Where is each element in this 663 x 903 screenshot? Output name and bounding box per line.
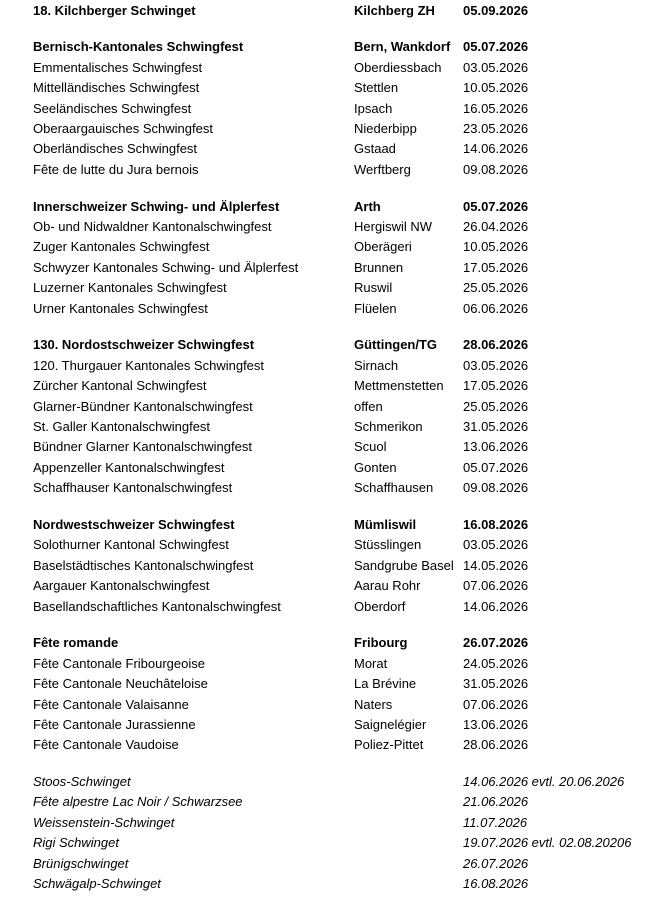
event-name: 18. Kilchberger Schwinget: [33, 3, 196, 18]
event-row: [0, 140, 663, 158]
event-place: Gstaad: [354, 141, 396, 156]
event-place: Saignelégier: [354, 717, 427, 732]
event-name: Zuger Kantonales Schwingfest: [33, 239, 210, 254]
event-date: 13.06.2026: [463, 717, 529, 732]
event-name: Emmentalisches Schwingfest: [33, 60, 203, 75]
event-date: 07.06.2026: [463, 697, 529, 712]
event-date: 10.05.2026: [463, 80, 529, 95]
event-date: 16.08.2026: [463, 876, 529, 891]
event-place: Brunnen: [354, 260, 404, 275]
event-date: 14.06.2026: [463, 141, 529, 156]
event-name: Ob- und Nidwaldner Kantonalschwingfest: [33, 219, 272, 234]
event-row: [0, 675, 663, 693]
event-row: [0, 418, 663, 436]
event-date: 03.05.2026: [463, 537, 529, 552]
event-row: [0, 120, 663, 138]
event-name: 120. Thurgauer Kantonales Schwingfest: [33, 358, 265, 373]
event-place: Ipsach: [354, 101, 393, 116]
event-date: 31.05.2026: [463, 676, 529, 691]
event-name: Baselstädtisches Kantonalschwingfest: [33, 558, 254, 573]
main-event-row: [0, 336, 663, 354]
event-row: [0, 536, 663, 554]
event-name: Nordwestschweizer Schwingfest: [33, 517, 235, 532]
event-date: 26.07.2026: [463, 856, 529, 871]
event-place: Mümliswil: [354, 517, 417, 532]
event-name: Schwyzer Kantonales Schwing- und Älplerfest: [33, 260, 299, 275]
event-row: [0, 161, 663, 179]
event-name: Bernisch-Kantonales Schwingfest: [33, 39, 244, 54]
event-date: 26.07.2026: [463, 635, 529, 650]
event-name: St. Galler Kantonalschwingfest: [33, 419, 211, 434]
event-name: Urner Kantonales Schwingfest: [33, 301, 208, 316]
event-name: 130. Nordostschweizer Schwingfest: [33, 337, 255, 352]
event-place: La Brévine: [354, 676, 417, 691]
event-place: Stüsslingen: [354, 537, 422, 552]
event-date: 23.05.2026: [463, 121, 529, 136]
main-event-row: [0, 516, 663, 534]
event-date: 26.04.2026: [463, 219, 529, 234]
event-name: Seeländisches Schwingfest: [33, 101, 192, 116]
event-date: 25.05.2026: [463, 399, 529, 414]
event-date: 10.05.2026: [463, 239, 529, 254]
event-row: [0, 377, 663, 395]
event-row: [0, 438, 663, 456]
event-date: 07.06.2026: [463, 578, 529, 593]
event-date: 25.05.2026: [463, 280, 529, 295]
event-name: Zürcher Kantonal Schwingfest: [33, 378, 207, 393]
event-name: Mittelländisches Schwingfest: [33, 80, 200, 95]
event-name: Aargauer Kantonalschwingfest: [33, 578, 210, 593]
event-place: Oberägeri: [354, 239, 412, 254]
event-date: 05.09.2026: [463, 3, 529, 18]
event-place: Fribourg: [354, 635, 408, 650]
event-place: Oberdorf: [354, 599, 406, 614]
event-date: 11.07.2026: [463, 815, 528, 830]
event-date: 17.05.2026: [463, 378, 529, 393]
event-name: Schaffhauser Kantonalschwingfest: [33, 480, 233, 495]
main-event-row: [0, 634, 663, 652]
event-place: Sandgrube Basel: [354, 558, 454, 573]
event-row: [0, 398, 663, 416]
event-date: 21.06.2026: [463, 794, 529, 809]
event-place: Kilchberg ZH: [354, 3, 435, 18]
mountain-festival-row: [0, 793, 663, 811]
event-name: Fête Cantonale Neuchâteloise: [33, 676, 208, 691]
event-place: Arth: [354, 199, 381, 214]
event-place: Morat: [354, 656, 388, 671]
event-name: Fête Cantonale Vaudoise: [33, 737, 179, 752]
event-date: 09.08.2026: [463, 162, 529, 177]
mountain-festival-row: [0, 834, 663, 852]
event-date: 14.06.2026: [463, 599, 529, 614]
event-place: Bern, Wankdorf: [354, 39, 451, 54]
event-name: Oberländisches Schwingfest: [33, 141, 198, 156]
event-date: 14.05.2026: [463, 558, 529, 573]
event-place: Niederbipp: [354, 121, 417, 136]
event-name: Innerschweizer Schwing- und Älplerfest: [33, 199, 280, 214]
event-place: Güttingen/TG: [354, 337, 438, 352]
event-row: [0, 79, 663, 97]
event-date: 05.07.2026: [463, 199, 529, 214]
event-date: 24.05.2026: [463, 656, 529, 671]
event-name: Fête de lutte du Jura bernois: [33, 162, 199, 177]
event-row: [0, 279, 663, 297]
event-name: Appenzeller Kantonalschwingfest: [33, 460, 225, 475]
event-row: [0, 479, 663, 497]
event-place: Naters: [354, 697, 393, 712]
event-row: [0, 459, 663, 477]
event-place: offen: [354, 399, 383, 414]
mountain-festival-row: [0, 855, 663, 873]
event-place: Schaffhausen: [354, 480, 434, 495]
mountain-festival-row: [0, 814, 663, 832]
event-name: Brünigschwinget: [33, 856, 129, 871]
event-place: Poliez-Pittet: [354, 737, 424, 752]
event-date: 31.05.2026: [463, 419, 529, 434]
event-name: Luzerner Kantonales Schwingfest: [33, 280, 227, 295]
event-place: Aarau Rohr: [354, 578, 421, 593]
event-row: [0, 716, 663, 734]
event-date: 06.06.2026: [463, 301, 529, 316]
mountain-festival-row: [0, 875, 663, 893]
event-row: [0, 598, 663, 616]
event-date: 03.05.2026: [463, 358, 529, 373]
event-name: Stoos-Schwinget: [33, 774, 131, 789]
event-name: Fête alpestre Lac Noir / Schwarzsee: [33, 794, 243, 809]
event-name: Fête Cantonale Fribourgeoise: [33, 656, 205, 671]
event-name: Schwägalp-Schwinget: [33, 876, 161, 891]
event-row: [0, 557, 663, 575]
event-date: 28.06.2026: [463, 337, 529, 352]
event-place: Werftberg: [354, 162, 411, 177]
main-event-row: [0, 198, 663, 216]
event-date: 05.07.2026: [463, 460, 529, 475]
event-name: Fête Cantonale Jurassienne: [33, 717, 196, 732]
event-place: Sirnach: [354, 358, 399, 373]
event-date: 14.06.2026 evtl. 20.06.2026: [463, 774, 625, 789]
event-place: Schmerikon: [354, 419, 423, 434]
event-name: Bündner Glarner Kantonalschwingfest: [33, 439, 252, 454]
event-row: [0, 577, 663, 595]
event-row: [0, 59, 663, 77]
event-name: Basellandschaftliches Kantonalschwingfest: [33, 599, 281, 614]
event-date: 19.07.2026 evtl. 02.08.20206: [463, 835, 632, 850]
event-row: [0, 300, 663, 318]
event-row: [0, 238, 663, 256]
event-name: Glarner-Bündner Kantonalschwingfest: [33, 399, 253, 414]
event-place: Hergiswil NW: [354, 219, 432, 234]
event-place: Ruswil: [354, 280, 393, 295]
event-name: Rigi Schwinget: [33, 835, 119, 850]
event-date: 28.06.2026: [463, 737, 529, 752]
event-row: [0, 100, 663, 118]
event-date: 05.07.2026: [463, 39, 529, 54]
event-name: Fête Cantonale Valaisanne: [33, 697, 189, 712]
event-row: [0, 357, 663, 375]
event-row: [0, 736, 663, 754]
event-date: 13.06.2026: [463, 439, 529, 454]
event-name: Fête romande: [33, 635, 119, 650]
event-place: Scuol: [354, 439, 387, 454]
event-row: [0, 259, 663, 277]
event-name: Solothurner Kantonal Schwingfest: [33, 537, 229, 552]
event-date: 03.05.2026: [463, 60, 529, 75]
main-event-row: [0, 2, 663, 20]
event-name: Oberaargauisches Schwingfest: [33, 121, 213, 136]
event-date: 16.05.2026: [463, 101, 529, 116]
event-date: 16.08.2026: [463, 517, 529, 532]
event-place: Oberdiessbach: [354, 60, 442, 75]
event-row: [0, 696, 663, 714]
event-place: Mettmenstetten: [354, 378, 444, 393]
main-event-row: [0, 38, 663, 56]
event-place: Stettlen: [354, 80, 399, 95]
event-date: 09.08.2026: [463, 480, 529, 495]
event-place: Flüelen: [354, 301, 397, 316]
mountain-festival-row: [0, 773, 663, 791]
event-row: [0, 218, 663, 236]
event-name: Weissenstein-Schwinget: [33, 815, 175, 830]
event-date: 17.05.2026: [463, 260, 529, 275]
event-place: Gonten: [354, 460, 397, 475]
event-row: [0, 655, 663, 673]
